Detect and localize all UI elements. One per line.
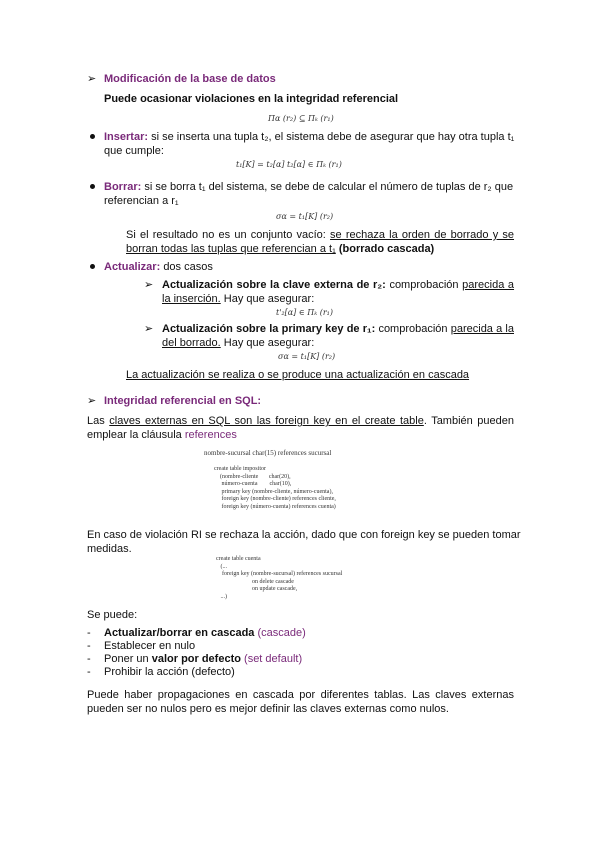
borrar-result-line2 [126,242,434,256]
insertar-label: Insertar: [104,131,149,143]
code-line: (nombre-cliente char(20), [214,473,291,480]
bullet-dot-icon [90,184,95,189]
borrar-result-line1 [126,228,514,242]
code-line: (... [216,563,227,570]
actualizar-text: dos casos [163,261,213,273]
code-line: número-cuenta char(10), [214,481,292,487]
borrar-result-underline: se rechaza la orden de borrado y se [330,229,515,241]
option-1-link: (cascade) [257,627,306,639]
dash-bullet-icon: - [87,640,91,652]
section-title-modificacion: Modificación de la base de datos [104,73,276,85]
arrow-bullet-icon [144,322,153,336]
sql-paragraph-line1 [87,414,514,428]
borrar-result-plain: Si el resultado no es un conjunto vacío: [126,229,326,241]
references-link: references [184,429,237,441]
dash-bullet-icon: - [87,666,91,678]
p1-pre: Las [87,415,105,427]
insertar-text: si se inserta una tupla t₂, el sistema debe de asegurar que hay otra tupla t₁ [151,131,515,143]
formula-borrar: σα = t₁[K] (r₂) [276,212,334,221]
code-line: on update cascade, [216,586,298,592]
case1-bold: Actualización sobre la clave externa de r₂: [162,279,386,291]
formula-insertar: t₁[K] = t₂[α] t₂[α] ∈ Πₖ (r₁) [236,160,342,169]
bullet-dot-icon [90,134,95,139]
sql-paragraph-line2 [87,428,237,442]
option-3 [104,652,302,666]
borrar-cascada: (borrado cascada) [338,243,435,255]
borrar-line2: referencian a r₁ [104,195,179,207]
code-line: create table cuenta [216,556,261,562]
code-line: foreign key (número-cuenta) references cuenta) [214,503,336,510]
case1-line1 [162,278,514,292]
closing-line1: Puede haber propagaciones en cascada por diferentes tablas. Las claves externas [87,689,514,701]
option-3-link: (set default) [244,653,303,665]
dash-bullet-icon: - [87,627,91,639]
p1-line2: emplear la cláusula [87,429,182,441]
borrar-result-underline-2: borran todas las tuplas que referencian a t₁ [126,243,336,255]
insertar-line1 [104,130,514,144]
p1-post: . También pueden [423,415,514,427]
code-line: foreign key (nombre-cliente) references cliente, [214,496,336,502]
section-subtitle: Puede ocasionar violaciones en la integridad referencial [104,93,399,105]
code-block-cuenta [216,556,342,601]
borrar-line1 [104,180,513,194]
actualizar-conclusion: La actualización se realiza o se produce una actualización en cascada [126,369,470,381]
option-3-bold: valor por defecto [151,653,241,665]
formula-case2: σα = t₁[K] (r₂) [278,352,336,361]
case1-underline: parecida a [462,279,515,291]
bullet-dot-icon [90,264,95,269]
arrow-bullet-icon [87,72,96,86]
formula-main: Πα (r₂) ⊆ Πₖ (r₁) [268,114,334,123]
code-line: primary key (nombre-cliente, número-cuenta), [214,488,333,495]
case2-line1 [162,322,514,336]
option-1 [104,626,306,640]
code-line: create table impositor [214,466,266,472]
arrow-bullet-icon [144,278,153,292]
case1-after: Hay que asegurar: [223,293,315,305]
actualizar-line [104,260,213,274]
code-line: on delete cascade [216,578,294,585]
case2-line2 [162,336,314,350]
case1-text: comprobación [389,279,459,291]
case2-underline: parecida a la [450,323,514,335]
code-line: foreign key (nombre-sucursal) references sucursal [216,571,343,577]
borrar-label: Borrar: [104,181,142,193]
case2-underline-2: del borrado. [162,337,221,349]
arrow-bullet-icon [87,394,96,408]
code-line: ...) [216,593,227,600]
case1-underline-2: la inserción. [162,293,221,305]
section-title-sql: Integridad referencial en SQL: [104,395,262,407]
borrar-text: si se borra t₁ del sistema, se debe de calcular el número de tuplas de r₂ que [144,181,514,193]
actualizar-label: Actualizar: [104,261,161,273]
option-2: Establecer en nulo [104,640,196,652]
option-3-pre: Poner un [104,653,149,665]
closing-line2: pueden ser no nulos pero es mejor definir las claves externas como nulos. [87,703,449,715]
dash-bullet-icon: - [87,653,91,665]
option-1-bold: Actualizar/borrar en cascada [104,627,255,639]
code-snippet-references: nombre-sucursal char(15) references sucursal [204,449,332,457]
violation-line1: En caso de violación RI se rechaza la acción, dado que con foreign key se pueden tomar [87,529,521,541]
case1-line2 [162,292,314,306]
code-block-impositor [214,466,336,511]
formula-case1: t'₂[α] ∈ Πₖ (r₁) [276,308,333,317]
p1-underline: claves externas en SQL son las foreign key en el create table [109,415,424,427]
violation-line2: medidas. [87,543,132,555]
option-4: Prohibir la acción (defecto) [104,666,235,678]
case2-bold: Actualización sobre la primary key de r₁: [162,323,376,335]
insertar-line2: que cumple: [104,145,164,157]
case2-after: Hay que asegurar: [223,337,315,349]
case2-text: comprobación [378,323,448,335]
se-puede-label: Se puede: [87,609,138,621]
